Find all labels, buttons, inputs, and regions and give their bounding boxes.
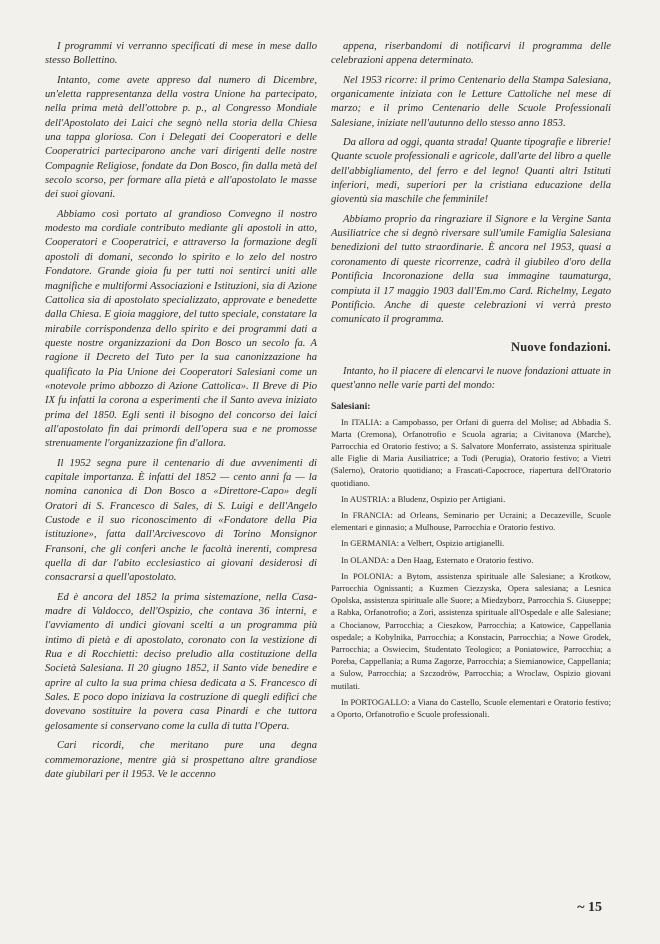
paragraph: Ed è ancora del 1852 la prima sistemazione, nella Casa-madre di Valdocco, dell'Ospizio, che contava 36 interni, e l'avviamento di undici giovani scelti a un programma più intimo di pietà e di apostolato, coronato con la vestizione di Rua e di Rocchietti: deciso preludio alla costituzione della Società Salesiana. Il 20 giugno 1852, il Santo vide benedire e aprire al culto la sua prima chiesa dedicata a S. Francesco di Sales. E poco dopo iniziava la costruzione di quegli edifici che dovevano sostituire la povera casa Pinardi e che tuttora gelosamente si conservano come la culla di tutta l'Opera. — [45, 591, 317, 732]
list-item: In AUSTRIA: a Bludenz, Ospizio per Artigiani. — [341, 493, 506, 504]
section-intro: Intanto, ho il piacere di elencarvi le nuove fondazioni attuate in quest'anno nelle varie parti del mondo: — [331, 365, 611, 391]
list-item: In FRANCIA: ad Orleans, Seminario per Ucraini; a Decazeville, Scuole elementari e ginnasio; a Mulhouse, Parrocchia e Oratorio festivo. — [331, 509, 611, 533]
list-item: In OLANDA: a Den Haag, Esternato e Oratorio festivo. — [341, 554, 534, 565]
list-item: In PORTOGALLO: a Viana do Castello, Scuole elementari e Oratorio festivo; a Oporto, Orfanotrofio e Scuole professionali. — [331, 696, 611, 719]
section-title: Nuove fondazioni. — [511, 339, 611, 354]
list-item: In GERMANIA: a Velbert, Ospizio artigianelli. — [341, 538, 505, 549]
paragraph: Abbiamo così portato al grandioso Convegno il nostro modesto ma cordiale contributo mediante gli apostoli in atto, Cooperatori e Cooperatrici, e attraverso la formazione degli apostoli di domani, secondo lo spirito e lo zelo del nostro Fondatore. Grande gioia fu per tutti noi sentirci uniti alle magnifiche e multiformi Associazioni e Istituzioni, sia di Azione Cattolica sia di apostolato specializzato, approvate e benedette dalla Chiesa. E gioia maggiore, del tutto speciale, constatare la mirabile corrispondenza dello spirito e dei programmi dati a queste nostre organizzazioni da Don Bosco un secolo fa. A ragione il Decreto del Tuto per la sua canonizzazione ha qualificato la Pia Unione dei Cooperatori Salesiani come un «notevole primo abbozzo di Azione Cattolica». Il Breve di Pio IX fu infatti la corona a esperimenti che il Santo aveva iniziato prima del 1850. Egli sentì il bisogno del concorso dei laici all'apostolato fin dai primordi dell'opera sua e ne promosse strenuamente l'organizzazione fin d'allora. — [45, 208, 317, 450]
salesiani-label: Salesiani: — [331, 400, 371, 412]
paragraph: Da allora ad oggi, quanta strada! Quante tipografie e librerie! Quante scuole professionali e agricole, dall'arte del libro a quelle dell'abbigliamento, del ferro e del legno! Quanti altri Istituti inferiori, medi, superiori per la cristiana educazione della gioventù sia maschile che femminile! — [331, 137, 611, 206]
page-number: ~ 15 — [577, 900, 602, 915]
list-item: In ITALIA: a Campobasso, per Orfani di guerra del Molise; ad Abbadia S. Marta (Cremona), Orfanotrofio e Scuola agraria; a Civitanova (Marche), Parrocchia ed Oratorio festivo; a S. Salvatore Monferrato, assistenza spirituale alle Figlie di Maria Ausiliatrice; a Todi (Perugia), Oratorio festivo; a Vietri (Salerno), Oratorio quotidiano; a Frascati-Capocroce, riapertura dell'Oratorio quotidiano. — [331, 416, 611, 488]
paragraph: Abbiamo proprio da ringraziare il Signore e la Vergine Santa Ausiliatrice che si degnò riversare sull'umile Famiglia Salesiana benedizioni del tutto straordinarie. È ancora nel 1953, quasi a coronamento di queste ricorrenze, cadrà il giubileo d'oro della Pontificia Incoronazione della sua immagine taumaturga, compiuta il 17 maggio 1903 dall'Em.mo Card. Richelmy, Legato Pontificio. Anche di queste celebrazioni vi verrà presto comunicato il programma. — [331, 213, 611, 326]
paragraph: Cari ricordi, che meritano pure una degna commemorazione, mentre già si prospettano altre grandiose date giubilari per il 1953. Ve le accenno — [45, 740, 317, 780]
paragraph: I programmi vi verranno specificati di mese in mese dallo stesso Bollettino. — [45, 41, 317, 67]
list-item: In POLONIA: a Bytom, assistenza spirituale alle Salesiane; a Krotkow, Parrocchia Ognissanti; a Kuzmen Ciezzyska, Opera salesiana; a Lesnica Opolska, assistenza spirituale alle Suore; a Miedzyborz, Parrocchia S. Giuseppe; a Rabka, Orfanotrofio; a Zorì, assistenza spirituale all'Ospedale e alle Salesiane; a Chocianow, Parrocchia; a Cieszkow, Parrocchia; a Katowice, Cappellania ospedale; a Kobylnika, Parrocchia; a Konstacin, Parrocchia; a Nowe Grodek, Parrocchia; a Oswiecim, Studentato Teologico; a Poniatowice, Parrocchia; a Poreba, Cappellania; a Ruma Zagorze, Parrocchia; a Siemianowice, Cappellania; a Sulow, Parrocchia; a Szczodrów, Parrocchia; a Wroclaw, Ospizio giovani mutilati. — [331, 570, 611, 691]
right-column — [331, 40, 611, 724]
paragraph: Il 1952 segna pure il centenario di due avvenimenti di capitale importanza. È infatti del 1852 — cento anni fa — la nomina canonica di Don Bosco a «Direttore-Capo» degli Oratori di S. Francesco di Sales, di S. Luigi e dell'Angelo Custode e il suo riconoscimento di «Fondatore della Pia istituzione», fatta dall'Arcivescovo di Torino Monsignor Fransoni, che gli conferì anche le facoltà inerenti, compresa quella di dar l'abito ecclesiastico ai giovani desiderosi di consacrarsi a quell'apostolato. — [45, 457, 317, 584]
paragraph: Intanto, come avete appreso dal numero di Dicembre, un'eletta rappresentanza della vostra Unione ha partecipato, nella prima metà dell'ottobre p. p., al Congresso Mondiale dell'Apostolato dei Laici che segnò nella storia della Chiesa una tappa gloriosa. Con i Delegati dei Cooperatori e delle Cooperatrici parteciparono anche vari dirigenti delle nostre Compagnie Religiose, fondate da Don Bosco, fin dalla metà del secolo scorso, per formare alla pietà e all'apostolato le masse dei suoi giovani. — [45, 74, 317, 201]
paragraph: Nel 1953 ricorre: il primo Centenario della Stampa Salesiana, organicamente iniziata con le Letture Cattoliche nel mese di marzo; e il primo Centenario delle Scuole Professionali Salesiane, iniziate nell'autunno dello stesso anno 1853. — [331, 74, 611, 129]
paragraph: appena, riserbandomi di notificarvi il programma delle celebrazioni appena determinato. — [331, 41, 611, 67]
left-column — [45, 40, 317, 787]
